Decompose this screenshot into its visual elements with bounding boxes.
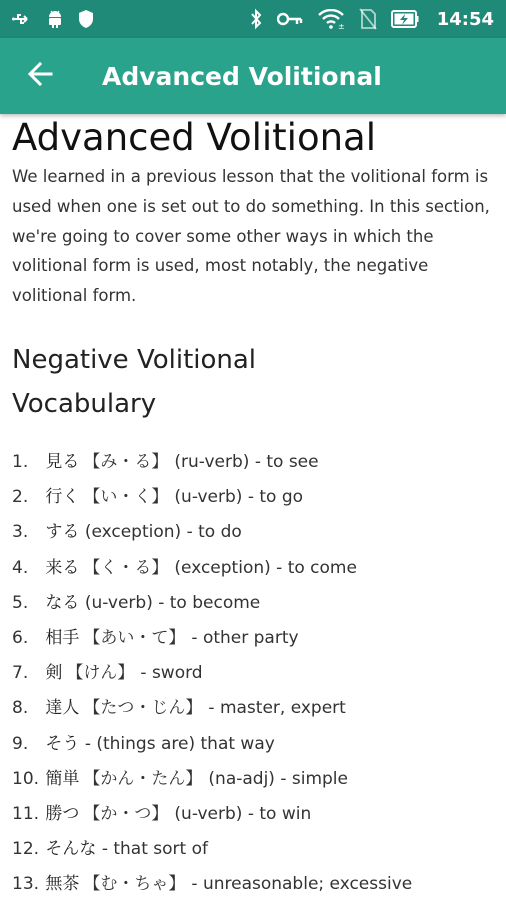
wifi-icon bbox=[317, 9, 345, 29]
status-time: 14:54 bbox=[436, 8, 494, 30]
vocab-reading: 【かん・たん】 bbox=[83, 768, 203, 789]
vocab-number: 4. bbox=[12, 557, 29, 578]
vocab-desc: - unreasonable; excessive bbox=[191, 874, 413, 895]
vocab-word: 来る bbox=[45, 557, 80, 578]
vocab-word: する bbox=[45, 522, 80, 543]
status-left bbox=[12, 9, 94, 29]
lesson-content[interactable] bbox=[12, 114, 498, 903]
vocab-desc: (exception) - to come bbox=[174, 557, 357, 578]
vocab-desc: - that sort of bbox=[101, 839, 208, 860]
battery-charging-icon bbox=[391, 9, 419, 29]
status-right bbox=[249, 8, 494, 30]
vocab-reading: 【む・ちゃ】 bbox=[83, 874, 186, 895]
app-bar bbox=[0, 38, 506, 114]
vocab-word: そう bbox=[45, 733, 80, 754]
vocab-item bbox=[12, 832, 498, 867]
vocab-desc: (na-adj) - simple bbox=[208, 768, 348, 789]
vocab-number: 8. bbox=[12, 698, 29, 719]
vocab-number: 2. bbox=[12, 487, 29, 508]
status-bar bbox=[0, 0, 506, 38]
vocab-desc: (ru-verb) - to see bbox=[174, 451, 319, 472]
vocab-item bbox=[12, 445, 498, 480]
vocab-number: 11. bbox=[12, 804, 40, 825]
intro-paragraph: We learned in a previous lesson that the volitional form is used when one is set out to do something. In this section, we're going to cover some other ways in which the volitional form is used, most notably, the negative volitional form. bbox=[12, 167, 490, 306]
bluetooth-icon bbox=[249, 8, 263, 30]
vocab-desc: - (things are) that way bbox=[84, 733, 275, 754]
vocab-word: 見る bbox=[45, 451, 80, 472]
shield-icon bbox=[78, 9, 94, 29]
vocab-desc: - master, expert bbox=[208, 698, 346, 719]
section-title: Negative Volitional bbox=[12, 344, 257, 375]
vocab-number: 5. bbox=[12, 592, 29, 613]
vocab-word: 行く bbox=[45, 487, 80, 508]
vocab-desc: - other party bbox=[191, 628, 299, 648]
vocab-number: 3. bbox=[12, 522, 29, 543]
vocab-reading: 【あい・て】 bbox=[83, 628, 186, 648]
vocab-number: 13. bbox=[12, 874, 40, 895]
vocab-list bbox=[12, 445, 498, 903]
vocab-desc: (u-verb) - to become bbox=[84, 592, 261, 613]
vocab-number: 10. bbox=[12, 768, 40, 789]
vocab-number: 1. bbox=[12, 451, 29, 472]
vocab-word: 無茶 bbox=[45, 874, 80, 895]
vocab-number: 6. bbox=[12, 628, 29, 648]
vocab-item bbox=[12, 586, 498, 621]
back-button[interactable] bbox=[12, 48, 68, 104]
vocab-word: 勝つ bbox=[45, 804, 80, 825]
vocab-item bbox=[12, 621, 498, 656]
vocab-item bbox=[12, 656, 498, 691]
usb-icon bbox=[12, 12, 32, 26]
key-icon bbox=[277, 12, 303, 26]
vocab-reading: 【けん】 bbox=[66, 663, 135, 684]
android-icon bbox=[46, 9, 64, 29]
vocab-word: 相手 bbox=[45, 628, 80, 648]
vocab-desc: (u-verb) - to win bbox=[174, 804, 312, 825]
vocab-item bbox=[12, 515, 498, 550]
vocab-word: 簡単 bbox=[45, 768, 80, 789]
vocab-item bbox=[12, 691, 498, 726]
vocab-reading: 【く・る】 bbox=[83, 557, 169, 578]
vocab-reading: 【か・つ】 bbox=[83, 804, 169, 825]
vocab-word: なる bbox=[45, 592, 80, 613]
vocab-item bbox=[12, 762, 498, 797]
vocab-word: そんな bbox=[45, 839, 97, 860]
svg-text:±: ± bbox=[337, 22, 345, 29]
vocab-item bbox=[12, 480, 498, 515]
arrow-back-icon bbox=[27, 61, 53, 91]
vocab-desc: (exception) - to do bbox=[84, 522, 242, 543]
vocab-number: 12. bbox=[12, 839, 40, 860]
page-title: Advanced Volitional bbox=[12, 116, 376, 159]
vocab-desc: (u-verb) - to go bbox=[174, 487, 304, 508]
vocab-item bbox=[12, 867, 498, 902]
vocab-desc: - sword bbox=[140, 663, 203, 684]
vocab-item bbox=[12, 551, 498, 586]
vocab-word: 達人 bbox=[45, 698, 80, 719]
vocab-reading: 【たつ・じん】 bbox=[83, 698, 203, 719]
vocab-reading: 【い・く】 bbox=[83, 487, 169, 508]
vocab-number: 7. bbox=[12, 663, 29, 684]
app-bar-title: Advanced Volitional bbox=[102, 61, 382, 91]
no-sim-icon bbox=[359, 8, 377, 30]
vocab-number: 9. bbox=[12, 733, 29, 754]
vocab-reading: 【み・る】 bbox=[83, 451, 169, 472]
vocab-word: 剣 bbox=[45, 663, 63, 684]
subsection-title: Vocabulary bbox=[12, 388, 157, 419]
vocab-item bbox=[12, 727, 498, 762]
vocab-item bbox=[12, 797, 498, 832]
